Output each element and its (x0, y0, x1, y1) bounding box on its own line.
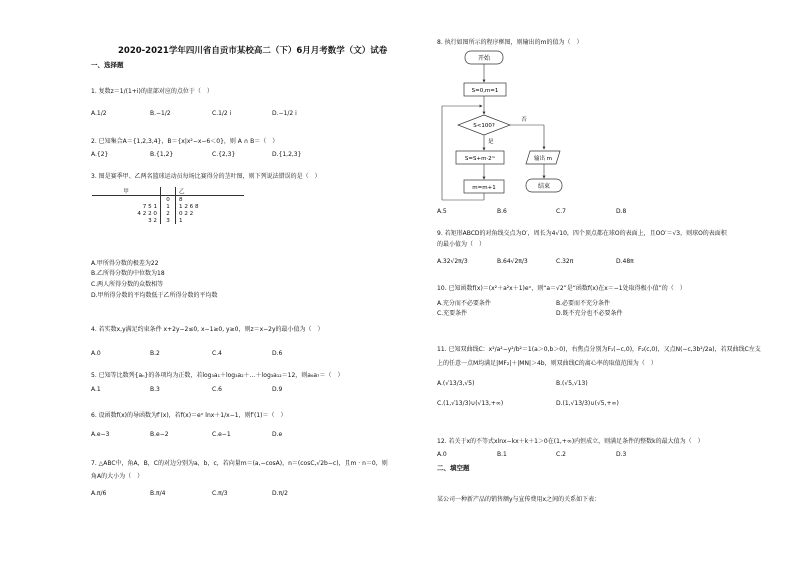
q11-option-c: C.(1,√13/3)∪(√13,+∞) (437, 400, 504, 407)
q12-option-b: B.1 (497, 451, 507, 458)
section-heading-fill: 二、填空题 (437, 464, 470, 472)
q4-option-d: D.6 (272, 350, 283, 357)
q8-option-b: B.6 (497, 208, 507, 215)
question-12: 12. 若关于x的不等式xlnx−kx＋k＋1＞0在(1,+∞)内恒成立，则满足条件的整数k的最大值为（ ） (437, 438, 704, 445)
table-row: 4 2 2 0 2 0 2 2 (137, 210, 194, 217)
q6-option-a: A.e−3 (91, 431, 110, 438)
section-heading-choice: 一、选择题 (91, 61, 124, 69)
stem-header-mid (161, 187, 176, 196)
q11-option-b: B.(√5,√13) (556, 380, 588, 387)
question-2: 2. 已知集合A＝{1,2,3,4}，B＝{x|x²−x−6＜0}，则 A ∩ B＝（ ） (91, 138, 279, 145)
q8-option-d: D.8 (616, 208, 627, 215)
flowchart-decision-label: S<100? (473, 123, 495, 129)
q7-option-b: B.π/4 (150, 490, 166, 497)
flowchart-end-label: 结束 (537, 183, 551, 190)
q1-option-d: D.−1/2 i (272, 110, 297, 117)
flowchart-update-label: S=S+m·2ᵐ (464, 156, 496, 162)
q3-option-d: D.甲所得分数的平均数低于乙所得分数的平均数 (91, 292, 218, 299)
question-5: 5. 已知等比数列{aₙ}的各项均为正数，若log₃a₁＋log₃a₂＋…＋log₃a₁₂＝12，则a₆a₇＝（ ） (91, 372, 344, 379)
question-9-line2: 的最小值为（ ） (437, 241, 486, 248)
page-title: 2020-2021学年四川省自贡市某校高二（下）6月月考数学（文）试卷 (118, 46, 388, 56)
q2-option-c: C.{2,3} (212, 151, 236, 158)
q6-option-c: C.e−1 (212, 431, 231, 438)
q4-option-a: A.0 (91, 350, 101, 357)
q5-option-d: D.9 (272, 386, 283, 393)
q12-option-c: C.2 (556, 451, 566, 458)
question-11-line2: 上的任意一点M均满足|MF₂|＋|MN|＞4b，则双曲线C的离心率的取值范围为（ ） (437, 360, 657, 367)
flowchart-increment-label: m=m+1 (472, 185, 496, 191)
q7-option-a: A.π/6 (91, 490, 107, 497)
q8-option-a: A.5 (437, 208, 447, 215)
q7-option-c: C.π/3 (212, 490, 228, 497)
question-1: 1. 复数z＝1/(1+i)的虚部对应的点位于（ ） (91, 88, 213, 95)
q3-option-a: A.甲所得分数的极差为22 (91, 260, 159, 267)
stem-header-yi: 乙 (176, 187, 245, 196)
question-8: 8. 执行如图所示的程序框图，则输出的m的值为（ ） (437, 39, 583, 46)
q3-option-b: B.乙所得分数的中位数为18 (91, 270, 165, 277)
q1-option-b: B.−1/2 (150, 110, 171, 117)
q10-option-b: B.必要而不充分条件 (556, 300, 611, 307)
q2-option-a: A.{2} (91, 151, 109, 158)
q1-option-a: A.1/2 (91, 110, 107, 117)
question-6: 6. 设函数f(x)的导函数为f′(x)，若f(x)＝eˣ lnx＋1/x−1，则f′(1)＝（ ） (91, 412, 287, 419)
q12-option-d: D.3 (616, 451, 627, 458)
q8-option-c: C.7 (556, 208, 566, 215)
q10-option-c: C.充要条件 (437, 310, 468, 317)
flowchart-init-label: S=0,m=1 (471, 88, 499, 94)
table-row: 7 5 1 1 1 2 6 8 (142, 203, 199, 210)
question-7-line2: 角A的大小为（ ） (91, 473, 144, 480)
question-4: 4. 若实数x,y满足约束条件 x+2y−2≤0, x−1≥0, y≥0，则z＝x−2y的最小值为（ ） (91, 326, 324, 333)
program-flowchart (432, 48, 582, 208)
q4-option-c: C.4 (212, 350, 222, 357)
q5-option-c: C.6 (212, 386, 222, 393)
q7-option-d: D.π/2 (272, 490, 288, 497)
q2-option-b: B.{1,2} (150, 151, 174, 158)
question-9: 9. 若矩形ABCD的对角线交点为O′，周长为4√10，四个顶点都在球O的表面上，且OO′＝√3，则球O的表面积 (437, 230, 727, 237)
q6-option-b: B.e−2 (150, 431, 169, 438)
q2-option-d: D.{1,2,3} (272, 151, 302, 158)
q9-option-b: B.64√2π/3 (497, 258, 528, 265)
q4-option-b: B.2 (150, 350, 160, 357)
q12-option-a: A.0 (437, 451, 447, 458)
q3-option-c: C.两人所得分数的众数相等 (91, 281, 164, 288)
question-13: 某公司一种新产品的销售额y与宣传费用x之间的关系如下表： (437, 496, 601, 503)
stem-leaf-plot (92, 187, 244, 224)
q9-option-d: D.48π (616, 258, 634, 265)
q6-option-d: D.e (272, 431, 283, 438)
stem-header-jia: 甲 (92, 187, 161, 196)
q9-option-c: C.32π (556, 258, 574, 265)
q10-option-d: D.既不充分也不必要条件 (556, 310, 623, 317)
q9-option-a: A.32√2π/3 (437, 258, 468, 265)
q1-option-c: C.1/2 i (212, 110, 232, 117)
table-row: 0 8 (92, 196, 244, 204)
question-10: 10. 已知函数f(x)＝(x²＋a²x＋1)eˣ，则“a＝√2”是“函数f(x)在x＝−1处取得极小值”的（ ） (437, 285, 686, 292)
flowchart-start-label: 开始 (477, 55, 491, 62)
q5-option-b: B.3 (150, 386, 160, 393)
flowchart-yes-label: 是 (488, 139, 494, 145)
question-11: 11. 已知双曲线C：x²/a²−y²/b²＝1(a＞0,b＞0)，右焦点分别为F₁(−c,0)，F₂(c,0)，又点N(−c,3b²/2a)，若双曲线C左支 (437, 346, 761, 353)
q10-option-a: A.充分而不必要条件 (437, 300, 491, 307)
q11-option-d: D.(1,√13/3)∪(√5,+∞) (556, 400, 619, 407)
q5-option-a: A.1 (91, 386, 101, 393)
question-7: 7. △ABC中，角A，B，C的对边分别为a，b，c，若向量m＝(a,−cosA)，n＝(cosC,√2b−c)，且m · n＝0，则 (91, 460, 388, 467)
table-row: 3 2 3 1 (148, 217, 183, 224)
flowchart-no-label: 否 (521, 117, 527, 123)
q11-option-a: A.(√13/3,√5) (437, 380, 475, 387)
question-3: 3. 图是赛季甲、乙两名篮球运动员每场比赛得分的茎叶图，则下列说法错误的是（ ） (91, 173, 321, 180)
flowchart-output-label: 输出 m (533, 156, 553, 162)
